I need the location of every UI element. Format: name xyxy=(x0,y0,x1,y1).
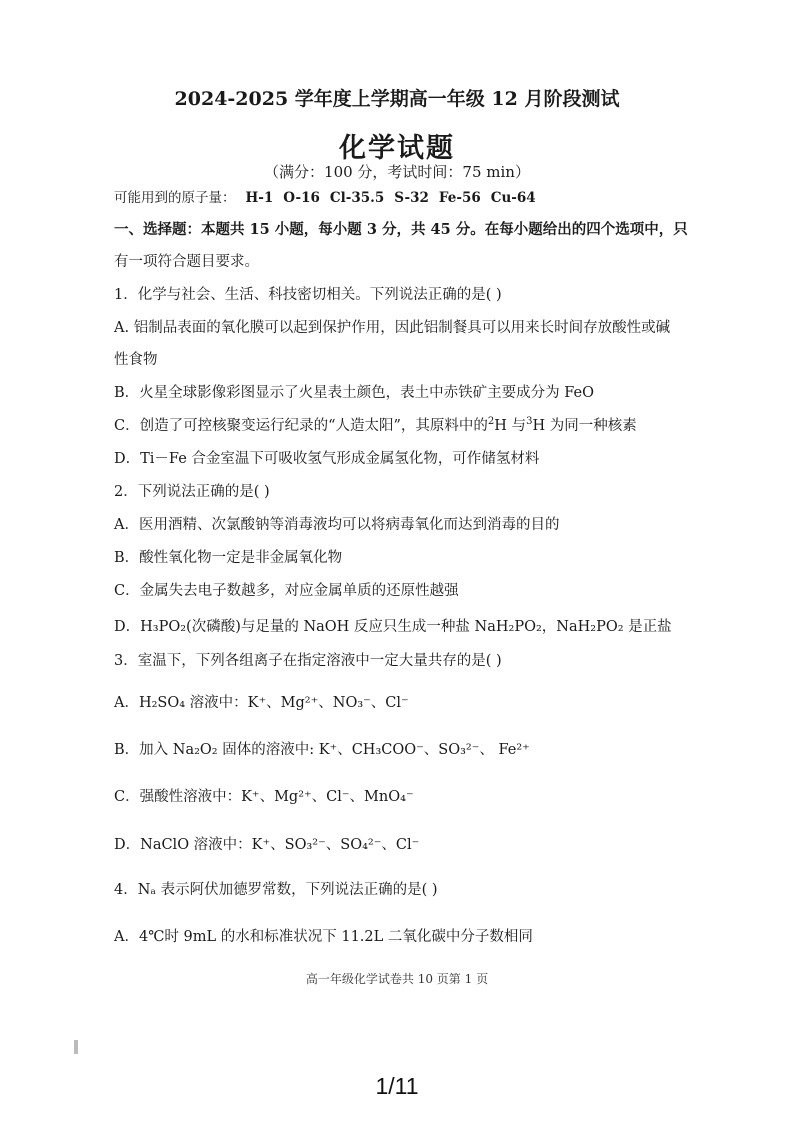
q4-stem: 4．Nₐ 表示阿伏加德罗常数，下列说法正确的是( ) xyxy=(114,882,438,898)
q1-option-a-line2: 性食物 xyxy=(114,352,158,368)
atomic-masses-label: 可能用到的原子量： xyxy=(114,190,236,206)
atomic-mass-h: H-1 xyxy=(245,190,274,206)
q2-stem: 2．下列说法正确的是( ) xyxy=(114,484,270,500)
page-indicator: 1/11 xyxy=(375,1073,419,1099)
scan-mark xyxy=(74,1040,78,1054)
q1-option-b: B．火星全球影像彩图显示了火星表土颜色，表土中赤铁矿主要成分为 FeO xyxy=(114,385,594,401)
q3-option-a: A．H₂SO₄ 溶液中：K⁺、Mg²⁺、NO₃⁻、Cl⁻ xyxy=(114,695,409,711)
atomic-masses xyxy=(114,188,536,208)
q2-option-a: A．医用酒精、次氯酸钠等消毒液均可以将病毒氧化而达到消毒的目的 xyxy=(114,517,560,533)
page-footer: 高一年级化学试卷共 10 页第 1 页 xyxy=(305,972,489,986)
q3-option-b: B．加入 Na₂O₂ 固体的溶液中: K⁺、CH₃COO⁻、SO₃²⁻、 Fe²⁺ xyxy=(114,742,530,758)
q1-option-a-line1: A. 铝制品表面的氧化膜可以起到保护作用，因此铝制餐具可以用来长时间存放酸性或碱 xyxy=(114,320,671,336)
atomic-mass-s: S-32 xyxy=(394,190,429,206)
q3-stem: 3．室温下，下列各组离子在指定溶液中一定大量共存的是( ) xyxy=(114,653,502,669)
q4-option-a: A．4℃时 9mL 的水和标准状况下 11.2L 二氧化碳中分子数相同 xyxy=(114,929,533,945)
atomic-mass-cu: Cu-64 xyxy=(490,190,536,206)
section-heading-line1: 一、选择题：本题共 15 小题，每小题 3 分，共 45 分。在每小题给出的四个选项中，只 xyxy=(114,221,688,238)
q1-option-c: C．创造了可控核聚变运行纪录的“人造太阳”，其原料中的$^2$H 与$^3$H 为同一种核素 xyxy=(114,416,637,434)
exam-info: （满分：100 分，考试时间：75 min） xyxy=(264,163,530,181)
q2-option-c: C．金属失去电子数越多，对应金属单质的还原性越强 xyxy=(114,583,459,599)
q3-option-c: C．强酸性溶液中：K⁺、Mg²⁺、Cl⁻、MnO₄⁻ xyxy=(114,789,414,805)
q2-option-d: D．H₃PO₂(次磷酸)与足量的 NaOH 反应只生成一种盐 NaH₂PO₂，NaH₂PO₂ 是正盐 xyxy=(114,619,672,635)
section-heading-line2: 有一项符合题目要求。 xyxy=(114,254,259,270)
subject-title: 化学试题 xyxy=(339,133,455,164)
atomic-mass-cl: Cl-35.5 xyxy=(329,190,385,206)
atomic-mass-fe: Fe-56 xyxy=(438,190,481,206)
q1-option-d: D．Ti－Fe 合金室温下可吸收氢气形成金属氢化物，可作储氢材料 xyxy=(114,451,540,467)
atomic-mass-o: O-16 xyxy=(283,190,320,206)
q3-option-d: D．NaClO 溶液中：K⁺、SO₃²⁻、SO₄²⁻、Cl⁻ xyxy=(114,837,420,853)
q2-option-b: B．酸性氧化物一定是非金属氧化物 xyxy=(114,550,343,566)
q1-stem: 1．化学与社会、生活、科技密切相关。下列说法正确的是( ) xyxy=(114,287,502,303)
exam-title: 2024-2025 学年度上学期高一年级 12 月阶段测试 xyxy=(174,88,620,110)
